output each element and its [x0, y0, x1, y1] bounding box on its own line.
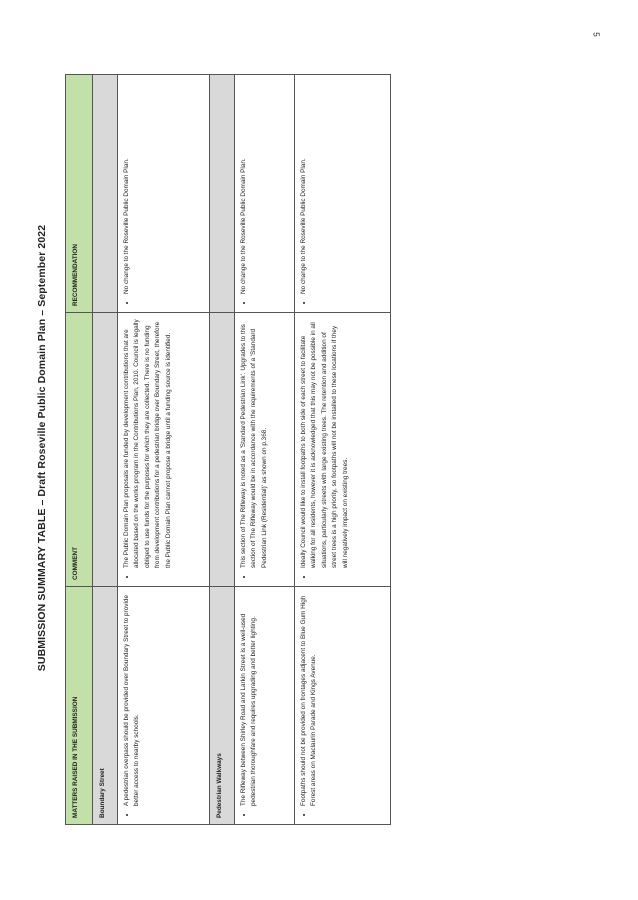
recommendation-text: • No change to the Roseville Public Domain Plan.	[122, 81, 132, 294]
table-header-row	[66, 75, 93, 825]
section-row-pedestrian-walkways	[210, 75, 235, 825]
table-row	[295, 75, 391, 825]
page-number: 5	[591, 32, 601, 37]
comment-cell	[118, 313, 210, 587]
header-recommendation: RECOMMENDATION	[66, 75, 93, 313]
matter-text: • A pedestrian overpass should be provided over Boundary Street to provide better access to nearby schools.	[122, 593, 143, 806]
recommendation-text: • No change to the Roseville Public Domain Plan.	[299, 81, 309, 294]
comment-text: • Ideally Council would like to install footpaths to both side of each street to facilitate walking for all residents, however it is acknowledged that this may not be possible in all situations, particularly streets with large existing trees. The retention and addition of street trees is a high priority, so footpaths will not be installed to these locations if they will negatively impact on existing trees.	[299, 319, 351, 568]
submission-summary-table	[65, 74, 391, 825]
header-matters: MATTERS RAISED IN THE SUBMISSION	[66, 587, 93, 825]
page-title: SUBMISSION SUMMARY TABLE – Draft Roseville Public Domain Plan – September 2022	[36, 224, 48, 672]
section-heading: Boundary Street	[93, 587, 118, 825]
comment-cell	[235, 313, 295, 587]
comment-text: • The Public Domain Plan proposals are funded by development contributions that are allocated based on the works program in the Contributions Plan, 2010. Council is legally obliged to use funds for the purposes for which they are collected. There is no funding from development contributions for a pedestrian bridge over Boundary Street, therefore the Public Domain Plan cannot propose a bridge until a funding source is identified.	[122, 319, 174, 568]
comment-text: • This section of The Rifleway is noted as a 'Standard Pedestrian Link'. Upgrades to this section of The Rifleway would be in accordance with the requirements of a 'Standard Pedestrian Link (Residential)' as shown on p.368.	[239, 319, 270, 568]
matter-text: • Footpaths should not be provided on frontages adjacent to Blue Gum High Forest areas on Maclaurin Parade and Kings Avenue.	[299, 593, 320, 806]
rotated-table-container	[65, 75, 391, 825]
recommendation-cell	[118, 75, 210, 313]
recommendation-cell	[235, 75, 295, 313]
section-row-boundary-street	[93, 75, 118, 825]
section-cell-empty	[210, 313, 235, 587]
header-comment: COMMENT	[66, 313, 93, 587]
matter-text: • The Rifleway between Shirley Road and Larkin Street is a well-used pedestrian thoroughfare and requires upgrading and better lighting.	[239, 593, 260, 806]
matter-cell	[235, 587, 295, 825]
matter-cell	[295, 587, 391, 825]
section-cell-empty	[93, 75, 118, 313]
recommendation-text: • No change to the Roseville Public Domain Plan.	[239, 81, 249, 294]
table-row	[235, 75, 295, 825]
matter-cell	[118, 587, 210, 825]
table-row	[118, 75, 210, 825]
section-heading: Pedestrian Walkways	[210, 587, 235, 825]
comment-cell	[295, 313, 391, 587]
section-cell-empty	[210, 75, 235, 313]
section-cell-empty	[93, 313, 118, 587]
recommendation-cell	[295, 75, 391, 313]
